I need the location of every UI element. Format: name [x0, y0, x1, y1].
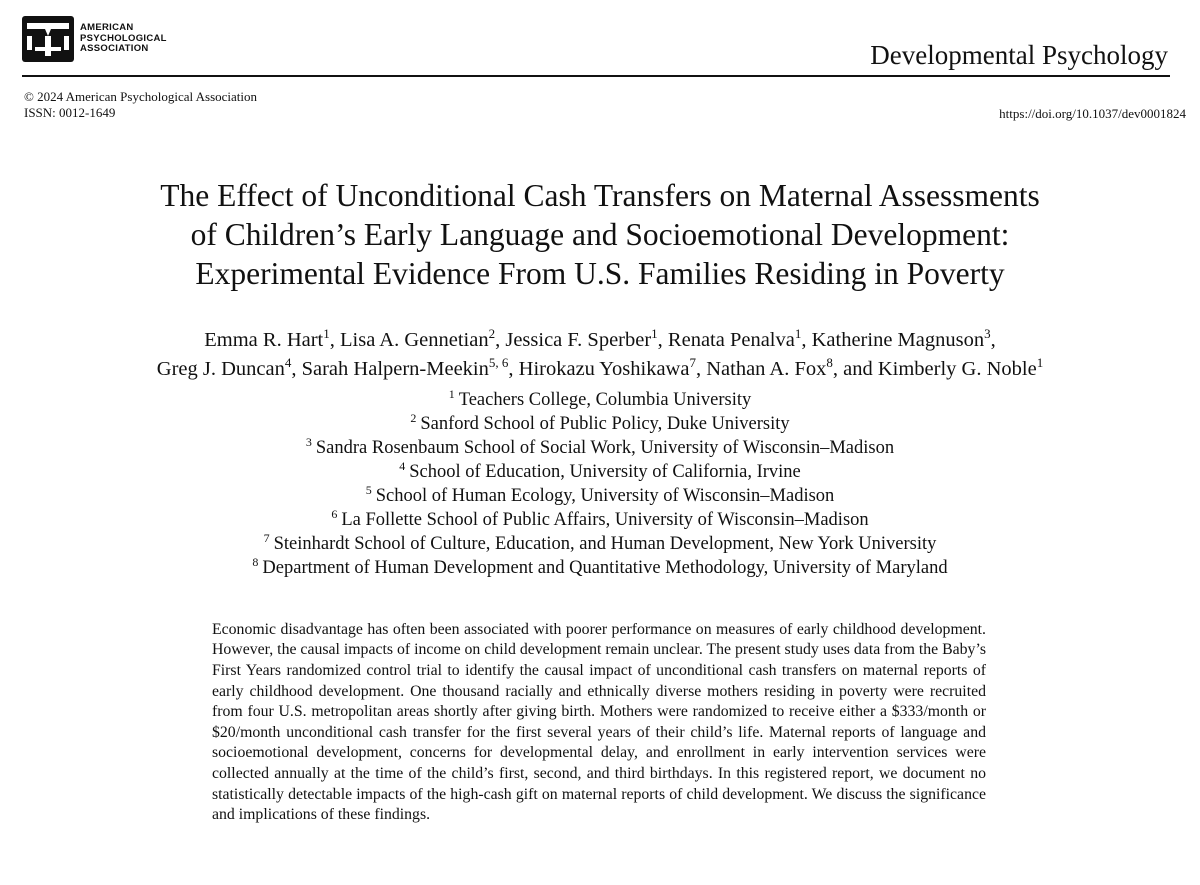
publication-meta [24, 89, 257, 121]
affiliation [0, 412, 1200, 436]
author-separator: , [657, 329, 668, 351]
author-name[interactable]: Greg J. Duncan [156, 358, 285, 380]
author-name[interactable]: Jessica F. Sperber [505, 329, 652, 351]
affiliation-text: Sanford School of Public Policy, Duke University [420, 414, 790, 434]
author-separator: , [801, 329, 812, 351]
affiliation-text: Sandra Rosenbaum School of Social Work, University of Wisconsin–Madison [315, 438, 895, 458]
author-separator: , [695, 358, 707, 380]
affiliation [0, 532, 1200, 556]
author-name[interactable]: Katherine Magnuson [811, 329, 985, 351]
affiliation-number: 5 [365, 482, 372, 497]
author-affil-ref: 2 [488, 326, 496, 342]
author-affil-ref: 3 [984, 326, 991, 342]
affiliation-number: 8 [252, 554, 259, 569]
author-affil-ref: 1 [794, 326, 802, 342]
affiliation-number: 6 [331, 506, 338, 521]
author-affil-ref: 7 [689, 355, 696, 371]
author-name[interactable]: Hirokazu Yoshikawa [518, 358, 690, 380]
apa-logo[interactable] [22, 16, 167, 62]
affiliation-text: School of Human Ecology, University of Wisconsin–Madison [375, 486, 835, 506]
author-affil-ref: 1 [323, 326, 330, 342]
affiliation-text: Steinhardt School of Culture, Education, and Human Development, New York University [273, 534, 937, 554]
apa-logo-icon [22, 16, 74, 62]
affiliation [0, 556, 1200, 580]
author-affil-ref: 1 [651, 326, 658, 342]
doi-link[interactable]: https://doi.org/10.1037/dev0001824 [999, 106, 1186, 121]
apa-logo-text [80, 23, 167, 55]
author-name[interactable]: Lisa A. Gennetian [340, 329, 489, 351]
author-separator: , [291, 358, 302, 380]
affiliation-number: 2 [410, 410, 417, 425]
title-line: Experimental Evidence From U.S. Families Residing in Poverty [195, 256, 1005, 291]
affiliation-number: 7 [263, 530, 270, 545]
author-separator: , [495, 329, 506, 351]
affiliation-text: Department of Human Development and Quantitative Methodology, University of Maryland [262, 558, 948, 578]
logo-line: AMERICAN [80, 22, 134, 34]
title-line: The Effect of Unconditional Cash Transfers on Maternal Assessments [160, 178, 1040, 213]
affiliation-number: 1 [448, 386, 455, 401]
logo-line: ASSOCIATION [80, 43, 149, 55]
abstract: Economic disadvantage has often been associated with poorer performance on measures of early childhood development. However, the causal impacts of income on child development remain unclear. The present study uses data from the Baby’s First Years randomized control trial to identify the causal impact of unconditional cash transfers on maternal reports of early childhood development. One thousand racially and ethnically diverse mothers residing in poverty were recruited from four U.S. metropolitan areas shortly after giving birth. Mothers were randomized to receive either a $333/month or $20/month unconditional cash transfer for the first several years of their child’s life. Maternal reports of language and socioemotional development, concerns for developmental delay, and enrollment in early intervention services were collected annually at the time of the child’s first, second, and third birthdays. In this registered report, we document no statistically detectable impacts of the high-cash gift on maternal reports of child development. We discuss the significance and implications of these findings. [212, 620, 986, 824]
author-name[interactable]: Emma R. Hart [204, 329, 324, 351]
affiliation [0, 436, 1200, 460]
author-affil-ref: 8 [826, 355, 833, 371]
logo-line: PSYCHOLOGICAL [80, 32, 167, 44]
title-line: of Children’s Early Language and Socioemotional Development: [190, 217, 1010, 252]
journal-name: Developmental Psychology [870, 40, 1168, 70]
author-affil-ref: 5, 6 [488, 355, 509, 371]
author-separator: , and [832, 358, 878, 380]
affiliation-number: 3 [305, 434, 312, 449]
author-list [0, 326, 1200, 384]
affiliation-number: 4 [399, 458, 406, 473]
author-separator: , [329, 329, 341, 351]
header-divider [22, 75, 1170, 77]
author-name[interactable]: Nathan A. Fox [706, 358, 827, 380]
author-affil-ref: 4 [284, 355, 292, 371]
affiliation [0, 388, 1200, 412]
affiliation-text: La Follette School of Public Affairs, University of Wisconsin–Madison [341, 510, 869, 530]
author-name[interactable]: Renata Penalva [667, 329, 795, 351]
affiliation-text: Teachers College, Columbia University [458, 390, 752, 410]
affiliation-text: School of Education, University of California, Irvine [409, 462, 801, 482]
author-line [0, 326, 1200, 355]
affiliation [0, 508, 1200, 532]
journal-header [22, 10, 1170, 80]
copyright: © 2024 American Psychological Association [24, 89, 258, 104]
author-line [0, 355, 1200, 384]
affiliation [0, 460, 1200, 484]
affiliation [0, 484, 1200, 508]
author-name[interactable]: Kimberly G. Noble [877, 358, 1037, 380]
article-title [0, 176, 1200, 293]
author-separator: , [508, 358, 519, 380]
author-name[interactable]: Sarah Halpern-Meekin [301, 358, 489, 380]
author-separator: , [990, 329, 996, 351]
issn: ISSN: 0012-1649 [24, 105, 116, 120]
affiliation-list [0, 388, 1200, 580]
author-affil-ref: 1 [1036, 355, 1044, 371]
